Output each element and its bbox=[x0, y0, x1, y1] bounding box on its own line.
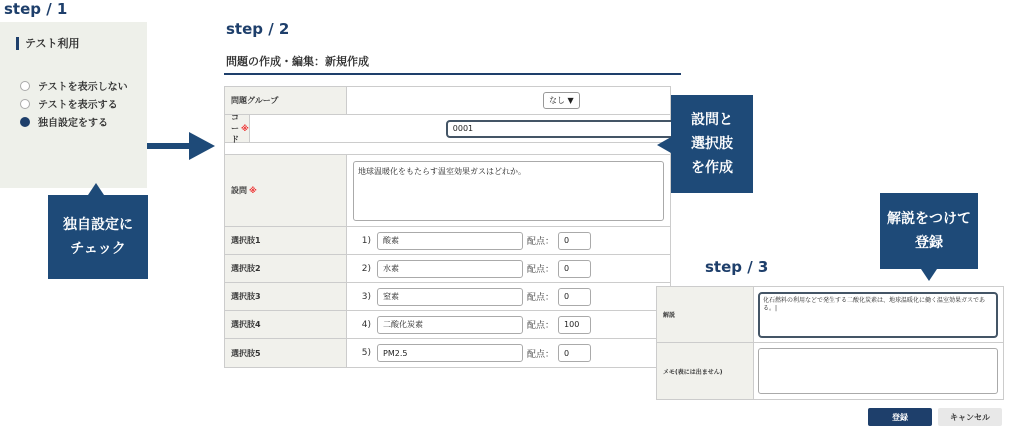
radio-circle-icon bbox=[20, 81, 30, 91]
choice-label: 選択肢3 bbox=[225, 283, 347, 310]
cancel-button[interactable]: キャンセル bbox=[938, 408, 1002, 426]
points-input[interactable]: 100 bbox=[558, 316, 591, 334]
memo-textarea[interactable] bbox=[758, 348, 998, 394]
code-input[interactable]: 0001 bbox=[446, 120, 689, 138]
choice-number: 3) bbox=[361, 291, 371, 302]
callout-pointer-icon bbox=[657, 137, 671, 153]
test-usage-title: テスト利用 bbox=[16, 37, 80, 50]
question-label: 設問 ※ bbox=[225, 155, 347, 226]
choice-label: 選択肢1 bbox=[225, 227, 347, 254]
step3-label: step / 3 bbox=[705, 258, 769, 276]
choice-input[interactable]: 水素 bbox=[377, 260, 523, 278]
question-textarea[interactable]: 地球温暖化をもたらす温室効果ガスはどれか。 bbox=[353, 161, 664, 221]
radio-label: テストを表示する bbox=[38, 100, 118, 111]
code-label: コード ※ bbox=[225, 115, 250, 142]
points-input[interactable]: 0 bbox=[558, 288, 591, 306]
choice-input[interactable]: 二酸化炭素 bbox=[377, 316, 523, 334]
points-label: 配点： bbox=[527, 265, 555, 275]
radio-label: テストを表示しない bbox=[38, 82, 128, 93]
points-label: 配点： bbox=[527, 321, 555, 331]
step2-label: step / 2 bbox=[226, 20, 290, 38]
arrow-right-icon bbox=[147, 130, 217, 162]
choice-number: 2) bbox=[361, 263, 371, 274]
form-row-code bbox=[225, 115, 670, 143]
radio-custom-setting[interactable] bbox=[20, 114, 108, 129]
callout-step3: 解説をつけて 登録 bbox=[880, 193, 978, 269]
question-form bbox=[224, 86, 671, 368]
choice-number: 5) bbox=[361, 348, 371, 358]
callout-step2: 設問と 選択肢 を作成 bbox=[671, 95, 753, 193]
form-spacer bbox=[225, 143, 670, 155]
group-label: 問題グループ bbox=[225, 87, 347, 114]
points-label: 配点： bbox=[527, 237, 555, 247]
form-row-choice bbox=[225, 311, 670, 339]
choice-number: 4) bbox=[361, 319, 371, 330]
choice-label: 選択肢5 bbox=[225, 339, 347, 367]
choice-label: 選択肢2 bbox=[225, 255, 347, 282]
form-row-choice bbox=[225, 339, 670, 367]
form-row-choice bbox=[225, 255, 670, 283]
callout-step1: 独自設定に チェック bbox=[48, 195, 148, 279]
points-label: 配点： bbox=[527, 349, 555, 360]
choice-number: 1) bbox=[361, 235, 371, 246]
explanation-textarea[interactable]: 化石燃料の利用などで発生する二酸化炭素は、地球温暖化に働く温室効果ガスである。| bbox=[758, 292, 998, 338]
radio-label: 独自設定をする bbox=[38, 118, 108, 129]
form-row-memo bbox=[657, 343, 1003, 399]
explanation-label: 解説 bbox=[657, 287, 754, 342]
callout-pointer-icon bbox=[921, 269, 937, 281]
form-row-explanation bbox=[657, 287, 1003, 343]
callout-pointer-icon bbox=[88, 183, 104, 195]
group-select[interactable]: なし ▼ bbox=[543, 92, 580, 109]
radio-hide-test[interactable] bbox=[20, 78, 128, 93]
form-row-group bbox=[225, 87, 670, 115]
points-label: 配点： bbox=[527, 293, 555, 303]
memo-label: メモ(表には出ません) bbox=[657, 343, 754, 399]
radio-circle-icon bbox=[20, 99, 30, 109]
register-button[interactable]: 登録 bbox=[868, 408, 932, 426]
radio-selected-icon bbox=[20, 117, 30, 127]
points-input[interactable]: 0 bbox=[558, 344, 591, 362]
points-input[interactable]: 0 bbox=[558, 232, 591, 250]
test-usage-panel bbox=[0, 22, 147, 188]
choice-input[interactable]: PM2.5 bbox=[377, 344, 523, 362]
choice-input[interactable]: 窒素 bbox=[377, 288, 523, 306]
form-row-choice bbox=[225, 227, 670, 255]
choice-label: 選択肢4 bbox=[225, 311, 347, 338]
radio-show-test[interactable] bbox=[20, 96, 118, 111]
choice-input[interactable]: 酸素 bbox=[377, 232, 523, 250]
title-underline bbox=[224, 73, 681, 75]
points-input[interactable]: 0 bbox=[558, 260, 591, 278]
form-row-question bbox=[225, 155, 670, 227]
form-row-choice bbox=[225, 283, 670, 311]
step1-label: step / 1 bbox=[4, 0, 68, 18]
page-title: 問題の作成・編集：新規作成 bbox=[226, 55, 369, 68]
explanation-panel bbox=[656, 286, 1004, 400]
